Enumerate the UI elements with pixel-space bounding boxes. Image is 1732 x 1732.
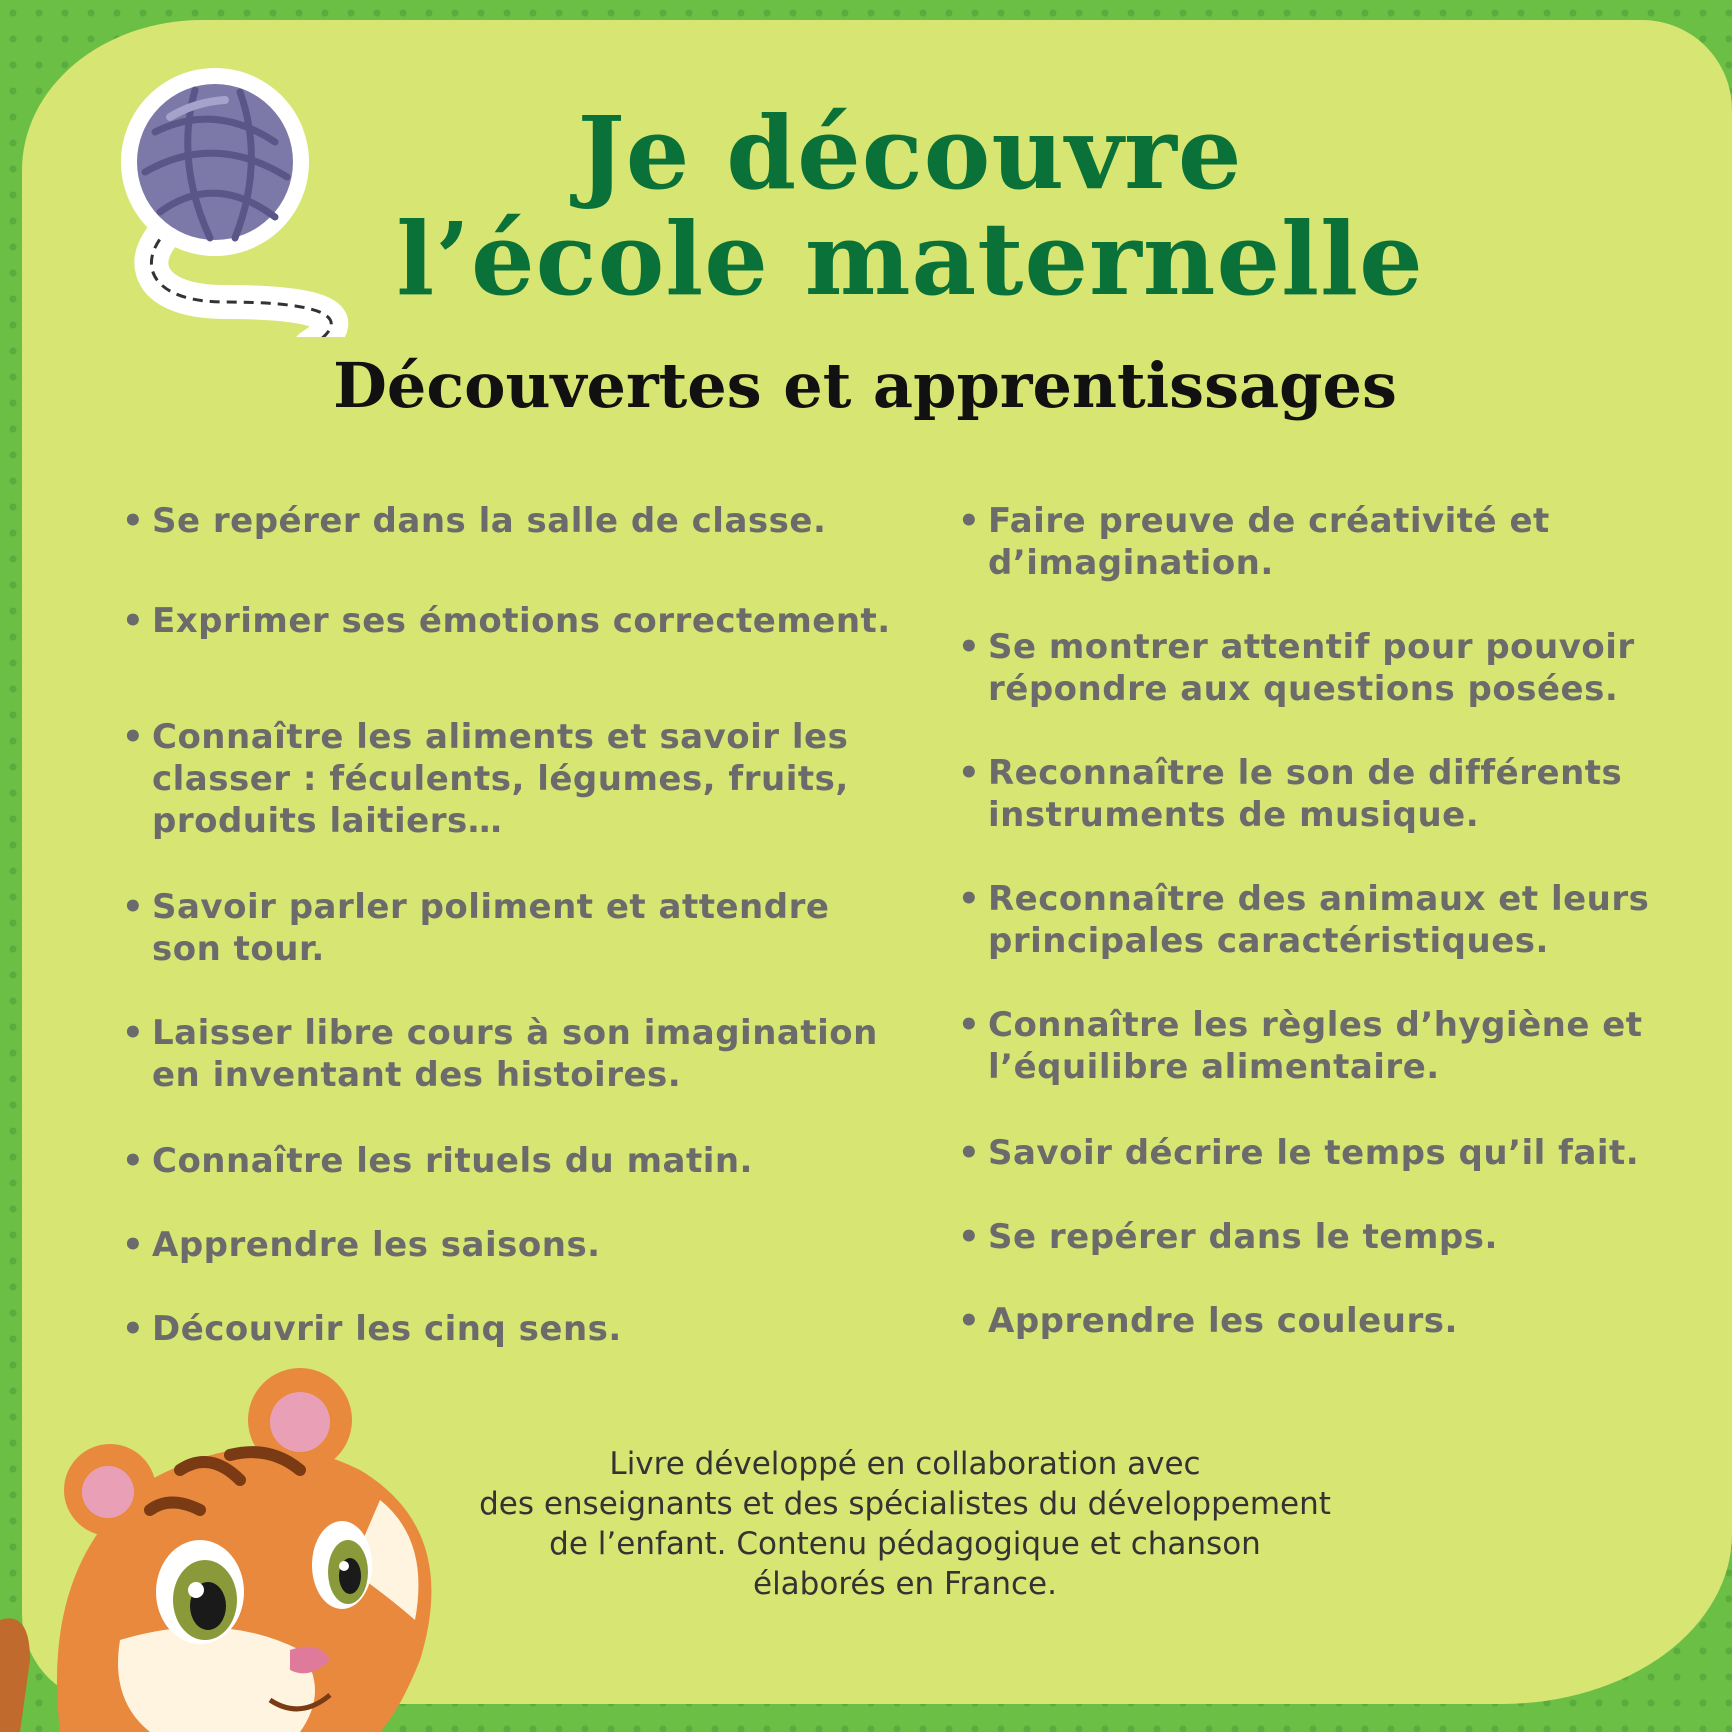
- list-item: • Reconnaître des animaux et leurs principales caractéristiques.: [958, 878, 1678, 962]
- list-item: • Connaître les aliments et savoir les classer : féculents, légumes, fruits, produits laitiers…: [122, 716, 872, 842]
- list-item: • Exprimer ses émotions correctement.: [122, 600, 891, 642]
- list-item: • Savoir parler poliment et attendre son tour.: [122, 886, 872, 970]
- page-title: [330, 94, 1490, 318]
- yarn-ball-icon: [115, 62, 355, 337]
- list-item: • Laisser libre cours à son imagination en inventant des histoires.: [122, 1012, 912, 1096]
- list-item: • Se repérer dans la salle de classe.: [122, 500, 826, 542]
- credit-line: Livre développé en collaboration avec: [609, 1446, 1201, 1482]
- list-item: • Apprendre les saisons.: [122, 1224, 601, 1266]
- credit-line: des enseignants et des spécialistes du développement: [479, 1486, 1331, 1522]
- list-item: • Découvrir les cinq sens.: [122, 1308, 622, 1350]
- credit-text: [440, 1444, 1370, 1604]
- title-line-2: l’école maternelle: [396, 200, 1424, 318]
- list-item: • Reconnaître le son de différents instruments de musique.: [958, 752, 1668, 836]
- credit-line: de l’enfant. Contenu pédagogique et chanson: [549, 1526, 1261, 1562]
- tiger-mascot: [0, 1360, 460, 1732]
- list-item: • Connaître les règles d’hygiène et l’équilibre alimentaire.: [958, 1004, 1678, 1088]
- list-item: • Savoir décrire le temps qu’il fait.: [958, 1132, 1678, 1174]
- credit-line: élaborés en France.: [753, 1566, 1057, 1602]
- list-item: • Faire preuve de créativité et d’imagination.: [958, 500, 1608, 584]
- list-item: • Apprendre les couleurs.: [958, 1300, 1458, 1342]
- title-line-1: Je découvre: [577, 94, 1243, 212]
- list-item: • Se montrer attentif pour pouvoir répondre aux questions posées.: [958, 626, 1668, 710]
- list-item: • Connaître les rituels du matin.: [122, 1140, 753, 1182]
- list-item: • Se repérer dans le temps.: [958, 1216, 1498, 1258]
- subtitle: Découvertes et apprentissages: [333, 349, 1397, 422]
